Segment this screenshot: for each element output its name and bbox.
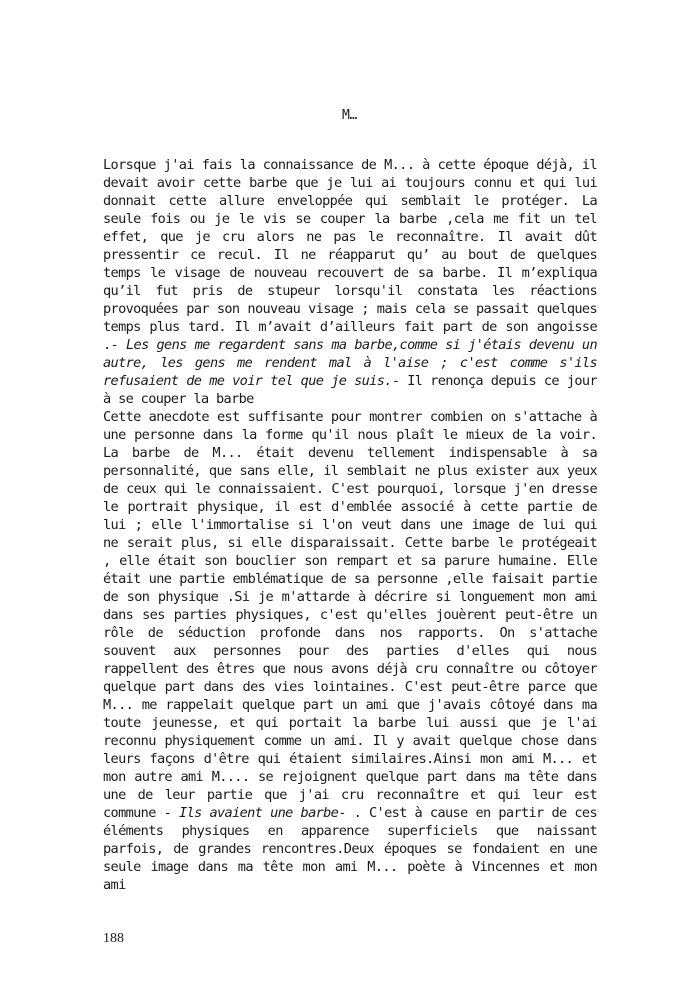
paragraph-1 [103,156,597,408]
paragraph-2-segment: Cette anecdote est suffisante pour montrer combien on s'attache à une personne dans la forme qu'il nous plaît le mieux de la voir. La barbe de M... était devenu tellement indispensable à sa personnalité, que sans elle, il semblait ne plus exister aux yeux de ceux qui le connaissaient. C'est pourquoi, lorsque j'en dresse le portrait physique, il est d'emblée associé à cette partie de lui ; elle l'immortalise si l'on veut dans une image de lui qui ne serait plus, si elle disparaissait. Cette barbe le protégeait , elle était son bouclier son rempart et sa parure humaine. Elle était une partie emblématique de sa personne ,elle faisait partie de son physique .Si je m'attarde à décrire si longuement mon ami dans ses parties physiques, c'est qu'elles jouèrent peut-être un rôle de séduction profonde dans nos rapports. On s'attache souvent aux personnes pour des parties d'elles qui nous rappellent des êtres que nous avons déjà cru connaître ou côtoyer quelque part dans des vies lointaines. C'est peut-être parce que M... me rappelait quelque part un ami que j'avais côtoyé dans ma toute jeunesse, et qui portait la barbe lui aussi que je l'ai reconnu physiquement comme un ami. Il y avait quelque chose dans leurs façons d'être qui étaient similaires.Ainsi mon ami M... et mon autre ami M.... se rejoignent quelque part dans ma tête dans une de leur partie que j'ai cru reconnaître et qui leur est commune - [103,409,597,821]
chapter-title: M… [341,108,358,123]
paragraph-2-segment: - . C'est à cause en partir de ces éléments physiques en apparence superficiels que naissant parfois, de grandes rencontres.Deux époques se fondaient en une seule image dans ma tête mon ami M... poète à Vincennes et mon ami [103,805,597,893]
paragraph-2-quote: Ils avaient une barbe [179,805,339,821]
paragraph-1-quote: Les gens me regardent sans ma barbe,comme si j'étais devenu un autre, les gens me rendent mal à l'aise ; c'est comme s'ils refusaient de me voir tel que je suis. [103,337,597,389]
page-number: 188 [103,931,124,946]
paragraph-1-segment: Lorsque j'ai fais la connaissance de M... à cette époque déjà, il devait avoir cette barbe que je lui ai toujours connu et qui lui donnait cette allure enveloppée qui semblait le protéger. La seule fois ou je le vis se couper la barbe ,cela me fit un tel effet, que je cru alors ne pas le reconnaître. Il avait dût pressentir ce recul. Il ne réapparut qu’ au bout de quelques temps le visage de nouveau recouvert de sa barbe. Il m’expliqua qu’il fut pris de stupeur lorsqu'il constata les réactions provoquées par son nouveau visage ; mais cela se passait quelques temps plus tard. Il m’avait d’ailleurs fait part de son angoisse .- [103,157,597,353]
body-text [103,156,597,894]
paragraph-1-segment: - Il renonça depuis ce jour à se couper la barbe [103,373,597,407]
paragraph-2 [103,408,597,894]
